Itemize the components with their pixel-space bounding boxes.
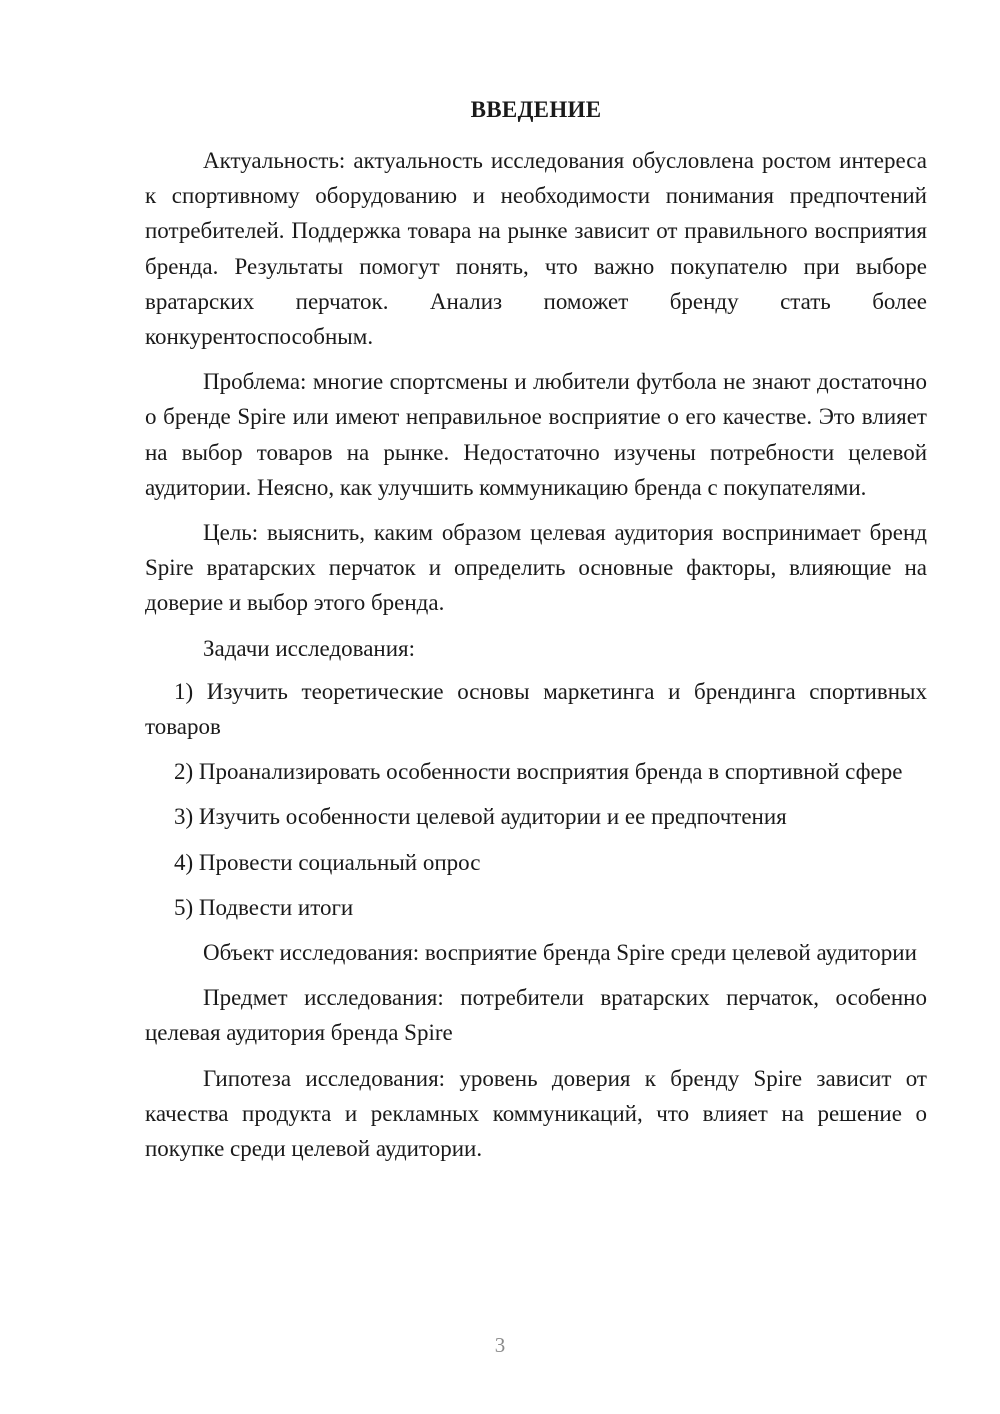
paragraph-goal: Цель: выяснить, каким образом целевая аудитория воспринимает бренд Spire вратарских перчаток и определить основные факторы, влияющие на доверие и выбор этого бренда.	[145, 520, 927, 616]
page-title: ВВЕДЕНИЕ	[470, 97, 602, 122]
document-page	[145, 95, 927, 1176]
paragraph-relevance: Актуальность: актуальность исследования обусловлена ростом интереса к спортивному оборудованию и необходимости понимания предпочтений потребителей. Поддержка товара на рынке зависит от правильного восприятия бренда. Результаты помогут понять, что важно покупателю при выборе вратарских перчаток. Анализ поможет бренду стать более конкурентоспособным.	[145, 148, 927, 350]
paragraph-object: Объект исследования: восприятие бренда Spire среди целевой аудитории	[203, 940, 917, 966]
tasks-list	[145, 674, 927, 925]
page-number: 3	[494, 1333, 506, 1357]
list-item: 1) Изучить теоретические основы маркетинга и брендинга спортивных товаров	[145, 678, 927, 740]
paragraph-problem: Проблема: многие спортсмены и любители футбола не знают достаточно о бренде Spire или имеют неправильное восприятие о его качестве. Это влияет на выбор товаров на рынке. Недостаточно изучены потребности целевой аудитории. Неясно, как улучшить коммуникацию бренда с покупателями.	[145, 369, 927, 500]
list-item: 4) Провести социальный опрос	[174, 849, 481, 875]
list-item: 5) Подвести итоги	[174, 894, 354, 920]
paragraph-subject: Предмет исследования: потребители вратарских перчаток, особенно целевая аудитория бренда Spire	[145, 985, 927, 1046]
paragraph-hypothesis: Гипотеза исследования: уровень доверия к бренду Spire зависит от качества продукта и рекламных коммуникаций, что влияет на решение о покупке среди целевой аудитории.	[145, 1065, 927, 1162]
tasks-heading: Задачи исследования:	[203, 635, 416, 661]
list-item: 2) Проанализировать особенности восприятия бренда в спортивной сфере	[174, 759, 903, 785]
list-item: 3) Изучить особенности целевой аудитории и ее предпочтения	[174, 804, 787, 830]
